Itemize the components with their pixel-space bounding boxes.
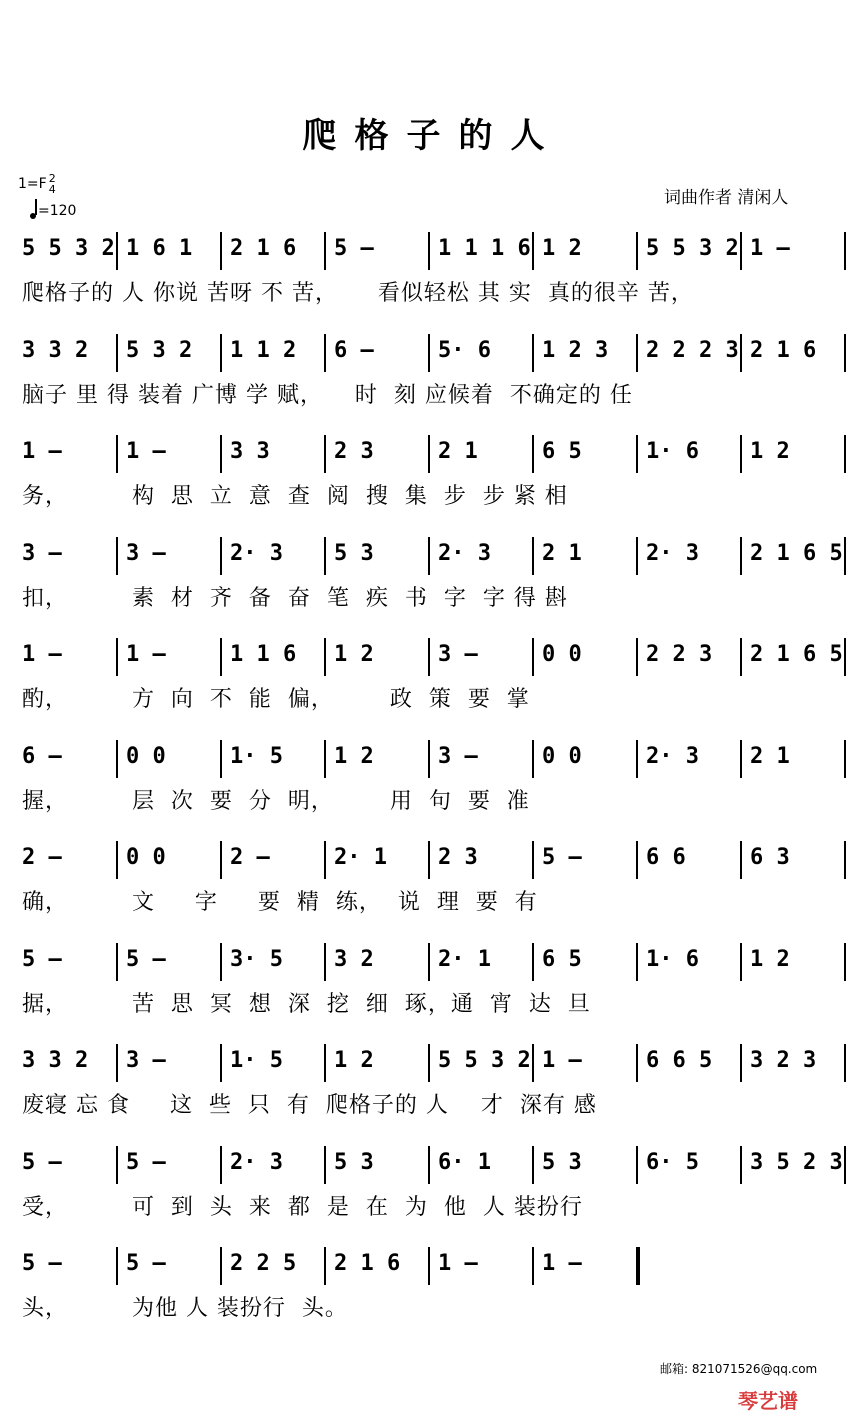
bar-line (740, 740, 742, 778)
measure-notes: 2 1 (750, 743, 790, 769)
bar-line (220, 537, 222, 575)
measure-notes: 3 – (126, 1048, 166, 1073)
measure-notes: 1· 5 (230, 743, 283, 769)
measure-notes: 6 5 (542, 439, 582, 464)
measure-notes: 1 – (126, 439, 166, 464)
measure-notes: 2 1 (542, 540, 582, 566)
bar-line (636, 232, 638, 270)
bar-line (740, 638, 742, 676)
bar-line (324, 841, 326, 879)
measure-notes: 2 2 5 (230, 1251, 297, 1276)
measure-notes: 3· 5 (230, 946, 283, 972)
notes-line (18, 738, 850, 778)
score-system (18, 738, 850, 838)
notes-line (18, 1245, 850, 1285)
measure-notes: 2· 1 (438, 946, 491, 972)
bar-line (220, 841, 222, 879)
bar-line (428, 1247, 430, 1285)
bar-line (740, 943, 742, 981)
measure-notes: 1 2 (750, 439, 790, 464)
score-system (18, 433, 850, 533)
bar-line (740, 841, 742, 879)
bar-line (116, 638, 118, 676)
bar-line (740, 232, 742, 270)
notes-line (18, 230, 850, 270)
song-title: 爬格子的人 (302, 116, 563, 156)
bar-line (844, 841, 846, 879)
measure-notes: 2· 3 (646, 743, 699, 769)
measure-notes: 1 2 3 (542, 337, 609, 363)
lyrics-line: 受， 可 到 头 来 都 是 在 为 他 人 装扮行 (22, 1194, 583, 1220)
measure-notes: 5 – (126, 1251, 166, 1276)
bar-line (532, 435, 534, 473)
score-system (18, 1245, 850, 1345)
measure-notes: 0 0 (126, 743, 166, 769)
measure-notes: 5 – (542, 845, 582, 870)
bar-line (740, 537, 742, 575)
bar-line (116, 334, 118, 372)
bar-line (636, 334, 638, 372)
measure-notes: 5 5 3 2 (646, 236, 739, 261)
measure-notes: 5 – (334, 236, 374, 261)
bar-line (324, 537, 326, 575)
bar-line (324, 1146, 326, 1184)
bar-line (740, 334, 742, 372)
bar-line (324, 334, 326, 372)
measure-notes: 2 3 (438, 845, 478, 870)
bar-line (220, 334, 222, 372)
bar-line (116, 435, 118, 473)
notes-line (18, 535, 850, 575)
measure-notes: 2· 1 (334, 845, 387, 870)
measure-notes: 5 – (22, 1251, 62, 1276)
measure-notes: 1· 5 (230, 1048, 283, 1073)
measure-notes: 5 3 (334, 1149, 374, 1175)
measure-notes: 1 1 6 (230, 642, 297, 667)
measure-notes: 0 0 (126, 845, 166, 870)
key-label: 1=F (18, 176, 47, 192)
bar-line (844, 638, 846, 676)
bar-line (636, 638, 638, 676)
measure-notes: 3 5 2 3 (750, 1149, 843, 1175)
site-logo: 琴艺谱 (738, 1389, 798, 1413)
measure-notes: 1 2 (334, 642, 374, 667)
quarter-note-icon (30, 213, 36, 219)
lyrics-line: 爬格子的 人 你说 苦呀 不 苦， 看似轻松 其 实 真的很辛 苦， (22, 281, 694, 306)
measure-notes: 1 1 2 (230, 337, 297, 363)
bar-line (428, 638, 430, 676)
measure-notes: 2 2 3 (646, 642, 713, 667)
bar-line (844, 1146, 846, 1184)
lyrics-line: 扣， 素 材 齐 备 奋 笔 疾 书 字 字 得 斟 (22, 585, 568, 611)
lyrics-line: 确， 文 字 要 精 练， 说 理 要 有 (22, 890, 538, 915)
bar-line (532, 638, 534, 676)
bar-line (116, 841, 118, 879)
bar-line (324, 740, 326, 778)
bar-line (324, 943, 326, 981)
bar-line (324, 638, 326, 676)
bar-line (428, 740, 430, 778)
measure-notes: 2 1 6 5 (750, 642, 843, 667)
time-signature (49, 173, 56, 195)
measure-notes: 5 5 3 2 (22, 236, 115, 261)
bar-line (116, 232, 118, 270)
bar-line (532, 1247, 534, 1285)
score-system (18, 1144, 850, 1244)
measure-notes: 3 3 2 (22, 1048, 89, 1073)
bar-line (324, 1044, 326, 1082)
tempo-marking (30, 203, 76, 219)
measure-notes: 1· 6 (646, 439, 699, 464)
bar-line (844, 943, 846, 981)
bar-line (428, 232, 430, 270)
bar-line (844, 334, 846, 372)
bar-line (428, 841, 430, 879)
measure-notes: 1 2 (334, 743, 374, 769)
score-system (18, 230, 850, 330)
bar-line (324, 435, 326, 473)
lyrics-line: 据， 苦 思 冥 想 深 挖 细 琢，通 宵 达 旦 (22, 991, 591, 1017)
measure-notes: 1 – (22, 439, 62, 464)
bar-line (220, 943, 222, 981)
measure-notes: 1 2 (542, 236, 582, 261)
measure-notes: 5 – (22, 946, 62, 972)
measure-notes: 1 2 (334, 1048, 374, 1073)
measure-notes: 1 – (542, 1048, 582, 1073)
measure-notes: 1 – (22, 642, 62, 667)
measure-notes: 2 1 6 (750, 337, 817, 363)
measure-notes: 1 6 1 (126, 236, 193, 261)
notes-line (18, 433, 850, 473)
measure-notes: 2 – (230, 845, 270, 870)
notes-line (18, 636, 850, 676)
measure-notes: 1 – (750, 236, 790, 261)
tempo-value: =120 (38, 203, 77, 219)
bar-line (116, 1247, 118, 1285)
measure-notes: 6 6 5 (646, 1048, 713, 1073)
bar-line (220, 1044, 222, 1082)
measure-notes: 3 – (22, 540, 62, 566)
measure-notes: 2 – (22, 845, 62, 870)
measure-notes: 3 2 (334, 946, 374, 972)
measure-notes: 5 – (22, 1149, 62, 1175)
measure-notes: 3 – (438, 642, 478, 667)
measure-notes: 6 3 (750, 845, 790, 870)
bar-line (220, 1146, 222, 1184)
bar-line (636, 943, 638, 981)
lyrics-line: 酌， 方 向 不 能 偏， 政 策 要 掌 (22, 687, 530, 712)
measure-notes: 0 0 (542, 642, 582, 667)
bar-line (740, 1146, 742, 1184)
bar-line (428, 537, 430, 575)
bar-line (428, 943, 430, 981)
bar-line (636, 435, 638, 473)
bar-line (324, 1247, 326, 1285)
measure-notes: 6 6 (646, 845, 686, 870)
measure-notes: 1 – (542, 1251, 582, 1276)
measure-notes: 1· 6 (646, 946, 699, 972)
lyrics-line: 握， 层 次 要 分 明， 用 句 要 准 (22, 788, 530, 814)
notes-line (18, 1144, 850, 1184)
bar-line (636, 740, 638, 778)
measure-notes: 3 3 (230, 439, 270, 464)
measure-notes: 2 1 6 5 (750, 540, 843, 566)
bar-line (532, 232, 534, 270)
measure-notes: 3 3 2 (22, 337, 89, 363)
bar-line (844, 232, 846, 270)
measure-notes: 2 3 (334, 439, 374, 464)
bar-line (532, 1044, 534, 1082)
lyrics-line: 废寝 忘 食 这 些 只 有 爬格子的 人 才 深有 感 (22, 1093, 597, 1118)
measure-notes: 5 5 3 2 (438, 1048, 531, 1073)
measure-notes: 5 3 (334, 540, 374, 566)
measure-notes: 2 1 6 (334, 1251, 401, 1276)
measure-notes: 3 – (126, 540, 166, 566)
bar-line (844, 740, 846, 778)
bar-line (220, 638, 222, 676)
measure-notes: 5· 6 (438, 337, 491, 363)
time-top: 2 (48, 172, 56, 185)
bar-line (636, 1044, 638, 1082)
notes-line (18, 941, 850, 981)
bar-line (844, 537, 846, 575)
measure-notes: 6 5 (542, 946, 582, 972)
measure-notes: 6· 5 (646, 1149, 699, 1175)
bar-line (116, 740, 118, 778)
bar-line (116, 943, 118, 981)
notes-line (18, 1042, 850, 1082)
bar-line (636, 841, 638, 879)
bar-line (636, 537, 638, 575)
measure-notes: 1 2 (750, 946, 790, 972)
measure-notes: 5 3 2 (126, 337, 193, 363)
bar-line (428, 334, 430, 372)
bar-line (116, 1146, 118, 1184)
measure-notes: 1 – (126, 642, 166, 667)
bar-line (636, 1146, 638, 1184)
score-system (18, 839, 850, 939)
author-credit: 词曲作者 清闲人 (664, 188, 789, 208)
score-system (18, 1042, 850, 1142)
measure-notes: 2· 3 (438, 540, 491, 566)
bar-line (532, 943, 534, 981)
footer-email: 邮箱: 821071526@qq.com (660, 1362, 818, 1376)
measure-notes: 0 0 (542, 743, 582, 769)
bar-line (116, 1044, 118, 1082)
score-system (18, 941, 850, 1041)
measure-notes: 2 1 6 (230, 236, 297, 261)
bar-line (220, 435, 222, 473)
measure-notes: 6 – (334, 337, 374, 363)
bar-line (428, 435, 430, 473)
notes-line (18, 839, 850, 879)
measure-notes: 5 – (126, 1149, 166, 1175)
lyrics-line: 头， 为他 人 装扮行 头。 (22, 1296, 348, 1321)
lyrics-line: 务， 构 思 立 意 查 阅 搜 集 步 步 紧 相 (22, 484, 568, 509)
bar-line (532, 537, 534, 575)
lyrics-line: 脑子 里 得 装着 广博 学 赋， 时 刻 应候着 不确定的 任 (22, 382, 633, 408)
bar-line (324, 232, 326, 270)
measure-notes: 1 1 1 6 (438, 236, 531, 261)
bar-line (740, 1044, 742, 1082)
measure-notes: 2· 3 (230, 540, 283, 566)
measure-notes: 1 – (438, 1251, 478, 1276)
notes-line (18, 332, 850, 372)
bar-line (532, 334, 534, 372)
bar-line (220, 1247, 222, 1285)
measure-notes: 6 – (22, 743, 62, 769)
bar-line (220, 740, 222, 778)
score-system (18, 636, 850, 736)
bar-line (844, 435, 846, 473)
time-bottom: 4 (48, 183, 56, 196)
measure-notes: 6· 1 (438, 1149, 491, 1175)
measure-notes: 2· 3 (646, 540, 699, 566)
bar-line (116, 537, 118, 575)
score-system (18, 535, 850, 635)
bar-line (844, 1044, 846, 1082)
measure-notes: 2· 3 (230, 1149, 283, 1175)
bar-line (428, 1044, 430, 1082)
measure-notes: 3 2 3 (750, 1048, 817, 1073)
bar-line (532, 841, 534, 879)
bar-line (532, 740, 534, 778)
bar-line (428, 1146, 430, 1184)
measure-notes: 5 3 (542, 1149, 582, 1175)
measure-notes: 2 2 2 3 (646, 337, 739, 363)
measure-notes: 3 – (438, 743, 478, 769)
measure-notes: 2 1 (438, 439, 478, 464)
score-system (18, 332, 850, 432)
bar-line (636, 1247, 640, 1285)
bar-line (220, 232, 222, 270)
bar-line (532, 1146, 534, 1184)
key-signature (18, 173, 56, 195)
bar-line (740, 435, 742, 473)
measure-notes: 5 – (126, 946, 166, 972)
